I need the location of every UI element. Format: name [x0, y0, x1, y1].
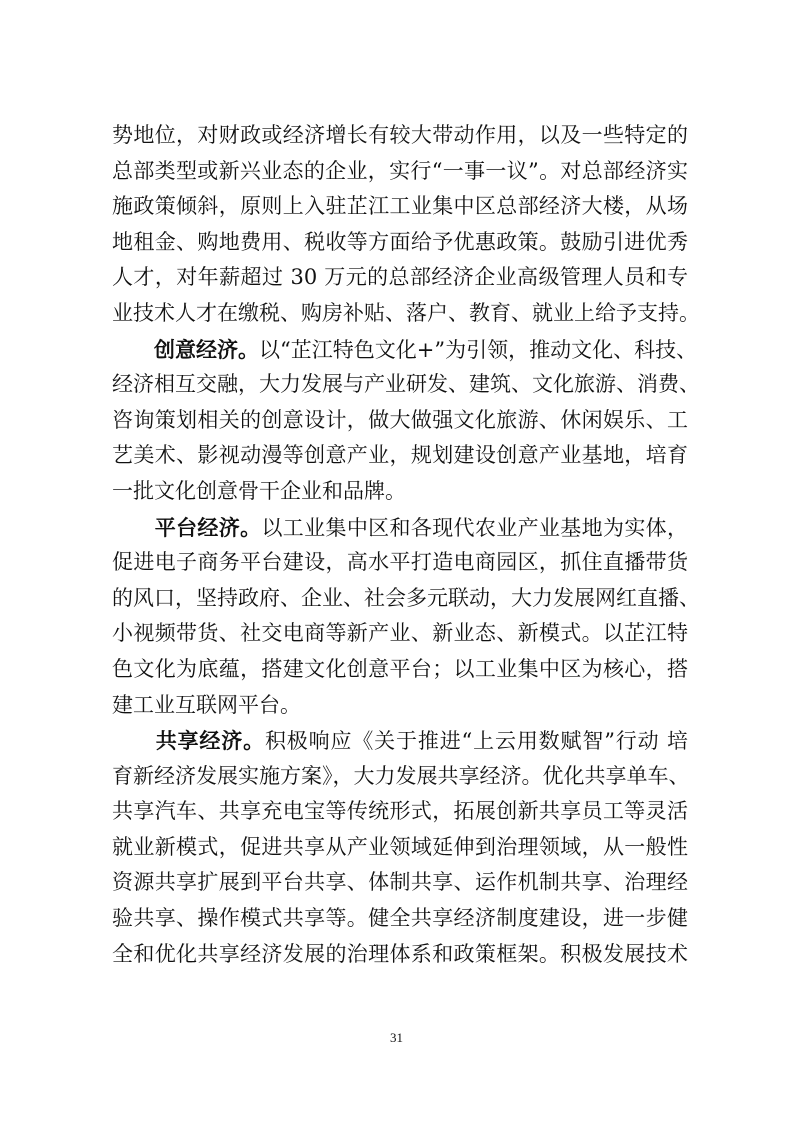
paragraph-platform-economy	[112, 510, 700, 724]
text-line: 艺美术、影视动漫等创意产业，规划建设创意产业基地，培育	[112, 443, 688, 468]
section-keyword: 创意经济。	[154, 336, 259, 362]
text-line: 施政策倾斜，原则上入驻芷江工业集中区总部经济大楼，从场	[112, 194, 688, 219]
text-line: 共享经济。积极响应《关于推进“上云用数赋智”行动 培	[155, 728, 689, 754]
body-text	[112, 118, 700, 972]
text-line: 色文化为底蕴，搭建文化创意平台；以工业集中区为核心，搭	[112, 656, 688, 681]
section-keyword: 平台经济。	[154, 514, 262, 540]
text-line: 促进电子商务平台建设，高水平打造电商园区，抓住直播带货	[112, 550, 688, 575]
text-line: 势地位，对财政或经济增长有较大带动作用，以及一些特定的	[112, 123, 688, 147]
text-line: 创意经济。以“芷江特色文化+”为引领，推动文化、科技、	[154, 336, 698, 362]
text-line: 育新经济发展实施方案》，大力发展共享经济。优化共享单车、	[112, 763, 690, 788]
text-line: 经济相互交融，大力发展与产业研发、建筑、文化旅游、消费、	[112, 372, 700, 397]
text-line: 小视频带货、社交电商等新产业、新业态、新模式。以芷江特	[112, 621, 688, 646]
text-line: 共享汽车、共享充电宝等传统形式，拓展创新共享员工等灵活	[112, 799, 688, 824]
text-line: 建工业互联网平台。	[112, 692, 301, 717]
text-line: 平台经济。以工业集中区和各现代农业产业基地为实体，	[154, 514, 689, 540]
text-line: 资源共享扩展到平台共享、体制共享、运作机制共享、治理经	[112, 870, 688, 895]
text-line: 全和优化共享经济发展的治理体系和政策框架。积极发展技术	[112, 941, 688, 966]
paragraph-headquarters-policy	[112, 118, 700, 332]
text-line: 就业新模式，促进共享从产业领域延伸到治理领域，从一般性	[112, 834, 688, 859]
paragraph-creative-economy	[112, 332, 700, 510]
page-number: 31	[390, 1030, 403, 1045]
text-line: 咨询策划相关的创意设计，做大做强文化旅游、休闲娱乐、工	[112, 407, 688, 432]
text-line: 验共享、操作模式共享等。健全共享经济制度建设，进一步健	[112, 906, 688, 931]
text-line: 地租金、购地费用、税收等方面给予优惠政策。鼓励引进优秀	[112, 229, 688, 254]
section-keyword: 共享经济。	[155, 728, 265, 754]
paragraph-sharing-economy	[112, 723, 688, 972]
text-line: 人才，对年薪超过 30 万元的总部经济企业高级管理人员和专	[112, 265, 688, 290]
text-line: 总部类型或新兴业态的企业，实行“一事一议”。对总部经济实	[112, 158, 688, 183]
text-line: 业技术人才在缴税、购房补贴、落户、教育、就业上给予支持。	[112, 300, 700, 325]
text-line: 的风口，坚持政府、企业、社会多元联动，大力发展网红直播、	[112, 585, 700, 610]
text-line: 一批文化创意骨干企业和品牌。	[112, 478, 406, 503]
